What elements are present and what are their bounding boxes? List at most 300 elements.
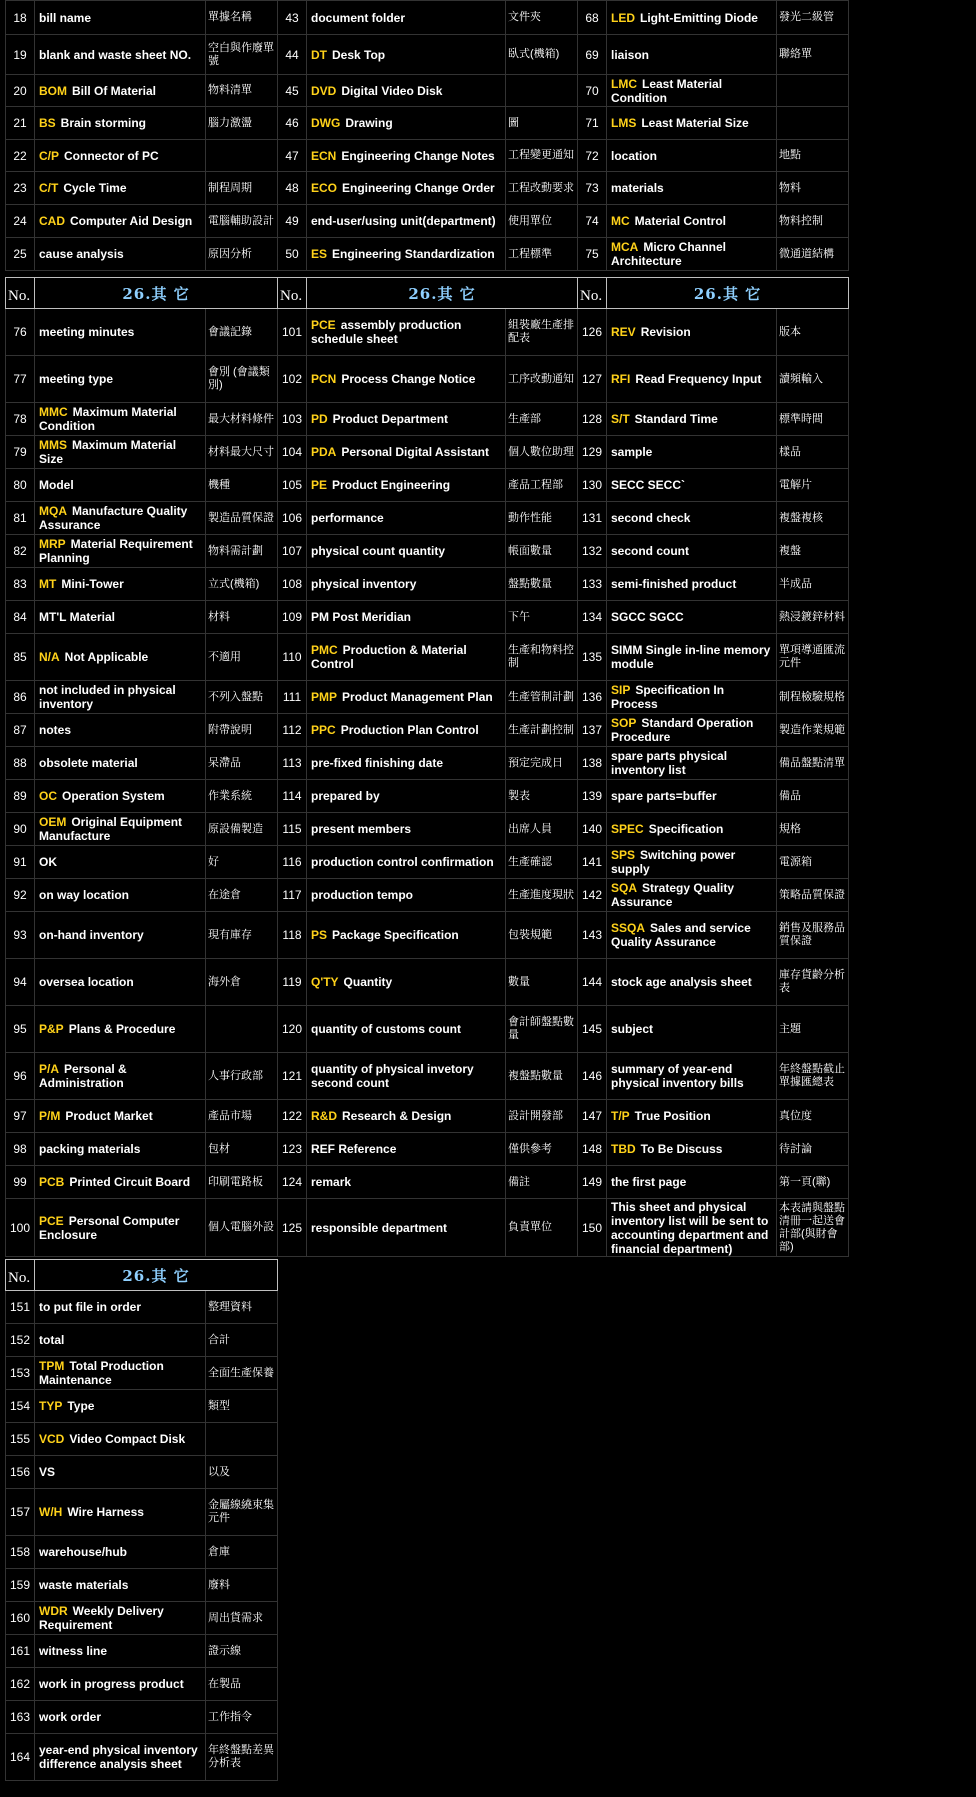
term-chinese: 個人電腦外設 <box>206 1199 278 1257</box>
term-abbreviation: TPM <box>39 1359 65 1373</box>
term-number: 84 <box>6 601 35 634</box>
section-header-row <box>578 278 849 309</box>
term-english <box>35 1602 206 1635</box>
term-english-text: materials <box>611 181 664 195</box>
term-number: 107 <box>278 535 307 568</box>
term-number: 149 <box>578 1166 607 1199</box>
term-abbreviation: MT <box>39 577 57 591</box>
term-english <box>307 959 506 1006</box>
term-english <box>607 1053 777 1100</box>
term-english-text: cause analysis <box>39 247 124 261</box>
term-english <box>307 879 506 912</box>
term-english <box>607 634 777 681</box>
term-english-text: on way location <box>39 888 130 902</box>
glossary-row <box>578 879 849 912</box>
term-number: 153 <box>6 1357 35 1390</box>
term-number: 119 <box>278 959 307 1006</box>
term-chinese: 材料 <box>206 601 278 634</box>
term-english <box>607 436 777 469</box>
term-chinese <box>506 75 578 107</box>
term-chinese: 電源箱 <box>777 846 849 879</box>
term-english-text: Personal Computer Enclosure <box>39 1213 180 1242</box>
term-chinese: 工序改動通知 <box>506 356 578 403</box>
term-number: 164 <box>6 1734 35 1781</box>
term-number: 129 <box>578 436 607 469</box>
term-english <box>307 912 506 959</box>
term-english-text: Personal & Administration <box>39 1062 127 1090</box>
glossary-table-top-col2 <box>277 0 578 271</box>
term-abbreviation: OC <box>39 789 57 803</box>
term-chinese: 庫存貨齡分析表 <box>777 959 849 1006</box>
term-english <box>35 1536 206 1569</box>
term-number: 91 <box>6 846 35 879</box>
term-english-text: Personal Digital Assistant <box>341 445 489 459</box>
term-english-text: on-hand inventory <box>39 928 144 942</box>
term-chinese: 發光二級管 <box>777 1 849 35</box>
glossary-table-bottom-col1 <box>5 1259 278 1781</box>
section-header-row <box>6 278 278 309</box>
term-abbreviation: SSQA <box>611 921 646 935</box>
term-english-text: Digital Video Disk <box>341 83 443 98</box>
term-english-text: remark <box>311 1175 352 1189</box>
glossary-row <box>6 1006 278 1053</box>
term-chinese: 證示線 <box>206 1635 278 1668</box>
term-abbreviation: VCD <box>39 1432 65 1446</box>
term-chinese: 策略品質保證 <box>777 879 849 912</box>
glossary-row <box>578 1006 849 1053</box>
term-english-text: Bill Of Material <box>72 83 157 98</box>
term-abbreviation: SIP <box>611 683 631 697</box>
term-chinese: 好 <box>206 846 278 879</box>
term-abbreviation: LED <box>611 10 635 25</box>
term-chinese: 全面生產保養 <box>206 1357 278 1390</box>
term-chinese: 生產計劃控制 <box>506 714 578 747</box>
term-english-text: spare parts=buffer <box>611 789 717 803</box>
term-number: 83 <box>6 568 35 601</box>
term-english <box>35 568 206 601</box>
term-english <box>307 502 506 535</box>
term-abbreviation: MMC <box>39 405 68 419</box>
term-english-text: Process Change Notice <box>341 372 476 386</box>
term-chinese: 設計開發部 <box>506 1100 578 1133</box>
term-english <box>607 959 777 1006</box>
term-number: 100 <box>6 1199 35 1257</box>
term-abbreviation: Q'TY <box>311 975 339 989</box>
glossary-row <box>278 780 578 813</box>
term-abbreviation: ES <box>311 247 328 261</box>
term-chinese: 工程標準 <box>506 238 578 271</box>
term-number: 98 <box>6 1133 35 1166</box>
term-number: 71 <box>578 107 607 140</box>
term-number: 114 <box>278 780 307 813</box>
term-english <box>35 1456 206 1489</box>
term-english <box>35 436 206 469</box>
glossary-row <box>6 1602 278 1635</box>
term-abbreviation: WDR <box>39 1604 68 1618</box>
section-title: 26.其 它 <box>307 278 578 309</box>
term-chinese: 規格 <box>777 813 849 846</box>
term-number: 74 <box>578 205 607 238</box>
term-english-text: Product Market <box>65 1109 153 1123</box>
term-english-text: Material Requirement Planning <box>39 537 193 565</box>
term-number: 121 <box>278 1053 307 1100</box>
glossary-row <box>6 1668 278 1701</box>
term-english <box>35 1423 206 1456</box>
term-english-text: Mini-Tower <box>61 577 124 591</box>
term-english-text: Least Material Size <box>641 116 749 130</box>
term-abbreviation: PMC <box>311 643 338 657</box>
glossary-row <box>578 107 849 140</box>
glossary-row <box>6 238 278 271</box>
term-chinese: 物料 <box>777 172 849 205</box>
glossary-row <box>278 107 578 140</box>
term-english <box>307 1 506 35</box>
term-english <box>607 912 777 959</box>
term-english <box>35 1357 206 1390</box>
term-number: 162 <box>6 1668 35 1701</box>
glossary-row <box>578 780 849 813</box>
glossary-row <box>278 879 578 912</box>
glossary-row <box>278 140 578 172</box>
term-number: 117 <box>278 879 307 912</box>
glossary-row <box>6 1635 278 1668</box>
term-english-text: stock age analysis sheet <box>611 975 752 989</box>
term-number: 69 <box>578 35 607 75</box>
term-abbreviation: DVD <box>311 83 337 98</box>
term-english <box>307 469 506 502</box>
term-chinese: 真位度 <box>777 1100 849 1133</box>
term-english-text: blank and waste sheet NO. <box>39 47 192 62</box>
term-english-text: work order <box>39 1710 102 1724</box>
term-abbreviation: C/P <box>39 148 60 163</box>
term-english-text: Desk Top <box>332 47 386 62</box>
term-number: 94 <box>6 959 35 1006</box>
glossary-row <box>278 568 578 601</box>
term-english <box>35 1291 206 1324</box>
term-chinese: 製表 <box>506 780 578 813</box>
term-english <box>307 1199 506 1257</box>
glossary-row <box>578 1133 849 1166</box>
term-english-text: end-user/using unit(department) <box>311 214 496 228</box>
term-chinese: 熱浸鍍鋅材料 <box>777 601 849 634</box>
term-english-text: Specification In Process <box>611 683 725 711</box>
term-english-text: Maximum Material Size <box>39 438 177 466</box>
term-number: 20 <box>6 75 35 107</box>
term-number: 90 <box>6 813 35 846</box>
term-english-text: total <box>39 1333 65 1347</box>
term-english-text: to put file in order <box>39 1300 141 1314</box>
term-english-text: Research & Design <box>342 1109 452 1123</box>
term-english-text: semi-finished product <box>611 577 737 591</box>
term-number: 140 <box>578 813 607 846</box>
term-english <box>307 535 506 568</box>
glossary-row <box>6 1291 278 1324</box>
term-english-text: SIMM Single in-line memory module <box>611 643 771 671</box>
term-abbreviation: OEM <box>39 815 67 829</box>
term-english-text: Switching power supply <box>611 848 736 876</box>
term-number: 112 <box>278 714 307 747</box>
glossary-row <box>6 1423 278 1456</box>
term-english-text: Video Compact Disk <box>69 1432 186 1446</box>
term-english <box>307 309 506 356</box>
term-chinese: 版本 <box>777 309 849 356</box>
glossary-row <box>6 959 278 1006</box>
term-number: 122 <box>278 1100 307 1133</box>
term-chinese: 機種 <box>206 469 278 502</box>
term-abbreviation: TYP <box>39 1399 63 1413</box>
term-number: 145 <box>578 1006 607 1053</box>
term-number: 146 <box>578 1053 607 1100</box>
section-title: 26.其 它 <box>607 278 849 309</box>
term-number: 95 <box>6 1006 35 1053</box>
term-chinese: 文件夾 <box>506 1 578 35</box>
term-number: 141 <box>578 846 607 879</box>
term-abbreviation: MCA <box>611 240 639 254</box>
glossary-row <box>6 107 278 140</box>
term-number: 159 <box>6 1569 35 1602</box>
term-english-text: present members <box>311 822 412 836</box>
term-abbreviation: MRP <box>39 537 66 551</box>
term-english <box>307 1053 506 1100</box>
term-chinese: 複盤點數量 <box>506 1053 578 1100</box>
term-english-text: Plans & Procedure <box>68 1022 176 1036</box>
term-number: 106 <box>278 502 307 535</box>
term-english <box>35 502 206 535</box>
glossary-row <box>6 535 278 568</box>
term-number: 23 <box>6 172 35 205</box>
term-english <box>35 535 206 568</box>
glossary-row <box>578 172 849 205</box>
term-number: 131 <box>578 502 607 535</box>
glossary-row <box>6 1390 278 1423</box>
glossary-row <box>278 846 578 879</box>
glossary-row <box>278 205 578 238</box>
glossary-row <box>6 1053 278 1100</box>
term-number: 116 <box>278 846 307 879</box>
term-english-text: sample <box>611 445 653 459</box>
term-english <box>35 1734 206 1781</box>
glossary-row <box>578 681 849 714</box>
term-number: 136 <box>578 681 607 714</box>
term-chinese: 生產確認 <box>506 846 578 879</box>
term-number: 120 <box>278 1006 307 1053</box>
term-english <box>307 75 506 107</box>
term-english <box>35 681 206 714</box>
term-english <box>35 1635 206 1668</box>
term-english-text: Not Applicable <box>64 650 149 664</box>
term-english <box>607 568 777 601</box>
term-chinese: 包材 <box>206 1133 278 1166</box>
term-english-text: Total Production Maintenance <box>39 1359 164 1387</box>
term-abbreviation: N/A <box>39 650 60 664</box>
term-number: 79 <box>6 436 35 469</box>
term-number: 155 <box>6 1423 35 1456</box>
section-title: 26.其 它 <box>35 278 278 309</box>
term-abbreviation: MQA <box>39 504 67 518</box>
term-english <box>35 35 206 75</box>
term-english <box>35 1668 206 1701</box>
term-abbreviation: P/M <box>39 1109 61 1123</box>
term-chinese: 物料清單 <box>206 75 278 107</box>
glossary-row <box>6 140 278 172</box>
term-english <box>35 1 206 35</box>
glossary-row <box>578 238 849 271</box>
term-number: 24 <box>6 205 35 238</box>
term-abbreviation: T/P <box>611 1109 630 1123</box>
term-chinese: 工作指令 <box>206 1701 278 1734</box>
term-english-text: Material Control <box>634 214 727 228</box>
column-header-no: No. <box>578 278 607 309</box>
term-chinese: 工程變更通知 <box>506 140 578 172</box>
glossary-row <box>278 309 578 356</box>
glossary-row <box>6 634 278 681</box>
term-english <box>607 140 777 172</box>
glossary-row <box>6 309 278 356</box>
term-abbreviation: W/H <box>39 1505 63 1519</box>
term-chinese: 物料控制 <box>777 205 849 238</box>
term-number: 132 <box>578 535 607 568</box>
term-number: 113 <box>278 747 307 780</box>
term-number: 50 <box>278 238 307 271</box>
term-number: 143 <box>578 912 607 959</box>
term-english <box>35 469 206 502</box>
glossary-row <box>578 1166 849 1199</box>
term-english-text: waste materials <box>39 1578 129 1592</box>
term-english-text: Maximum Material Condition <box>39 405 177 433</box>
term-number: 154 <box>6 1390 35 1423</box>
column-header-no: No. <box>278 278 307 309</box>
term-english-text: production control confirmation <box>311 855 494 869</box>
term-chinese: 會議記錄 <box>206 309 278 356</box>
glossary-row <box>6 356 278 403</box>
term-abbreviation: PCN <box>311 372 337 386</box>
term-english-text: the first page <box>611 1175 687 1189</box>
glossary-table-mid-col2 <box>277 277 578 1257</box>
term-english <box>307 1100 506 1133</box>
glossary-row <box>6 1701 278 1734</box>
term-number: 158 <box>6 1536 35 1569</box>
term-chinese: 複盤 <box>777 535 849 568</box>
term-number: 81 <box>6 502 35 535</box>
term-chinese: 制程檢驗規格 <box>777 681 849 714</box>
term-english-text: performance <box>311 511 384 525</box>
term-english <box>307 238 506 271</box>
term-number: 124 <box>278 1166 307 1199</box>
term-chinese: 產品工程部 <box>506 469 578 502</box>
term-english <box>307 1006 506 1053</box>
glossary-row <box>578 912 849 959</box>
glossary-row <box>6 1 278 35</box>
term-english <box>35 747 206 780</box>
term-chinese: 第一頁(聯) <box>777 1166 849 1199</box>
term-chinese: 空白與作廢單號 <box>206 35 278 75</box>
term-number: 96 <box>6 1053 35 1100</box>
term-abbreviation: PS <box>311 928 328 942</box>
term-abbreviation: ECN <box>311 148 337 163</box>
glossary-row <box>278 1133 578 1166</box>
term-abbreviation: REV <box>611 325 636 339</box>
glossary-row <box>6 469 278 502</box>
glossary-row <box>278 1006 578 1053</box>
term-chinese: 物料需計劃 <box>206 535 278 568</box>
term-number: 89 <box>6 780 35 813</box>
term-chinese: 待討論 <box>777 1133 849 1166</box>
term-abbreviation: PDA <box>311 445 337 459</box>
term-english-text: meeting type <box>39 372 114 386</box>
term-abbreviation: BOM <box>39 83 67 98</box>
term-number: 109 <box>278 601 307 634</box>
term-english <box>607 879 777 912</box>
term-chinese: 備註 <box>506 1166 578 1199</box>
glossary-row <box>6 1166 278 1199</box>
term-abbreviation: LMS <box>611 116 637 130</box>
term-chinese: 合計 <box>206 1324 278 1357</box>
term-chinese: 整理資料 <box>206 1291 278 1324</box>
term-number: 139 <box>578 780 607 813</box>
glossary-row <box>278 813 578 846</box>
term-chinese: 不列入盤點 <box>206 681 278 714</box>
glossary-row <box>6 75 278 107</box>
term-number: 111 <box>278 681 307 714</box>
glossary-row <box>578 356 849 403</box>
glossary-row <box>278 601 578 634</box>
term-chinese: 複盤複核 <box>777 502 849 535</box>
term-number: 87 <box>6 714 35 747</box>
term-chinese: 預定完成日 <box>506 747 578 780</box>
term-number: 45 <box>278 75 307 107</box>
term-english <box>307 140 506 172</box>
glossary-row <box>578 535 849 568</box>
term-number: 75 <box>578 238 607 271</box>
term-english-text: document folder <box>311 10 406 25</box>
column-header-no: No. <box>6 278 35 309</box>
term-abbreviation: SOP <box>611 716 637 730</box>
glossary-row <box>6 714 278 747</box>
glossary-row <box>6 780 278 813</box>
glossary-row <box>278 436 578 469</box>
term-english <box>35 879 206 912</box>
term-chinese: 單項導通匯流元件 <box>777 634 849 681</box>
term-abbreviation: S/T <box>611 412 630 426</box>
glossary-row <box>278 1 578 35</box>
term-number: 22 <box>6 140 35 172</box>
glossary-row <box>6 1100 278 1133</box>
term-english <box>35 205 206 238</box>
term-english-text: REF Reference <box>311 1142 397 1156</box>
term-number: 70 <box>578 75 607 107</box>
term-chinese: 主題 <box>777 1006 849 1053</box>
term-number: 144 <box>578 959 607 1006</box>
glossary-row <box>6 846 278 879</box>
glossary-row <box>578 1 849 35</box>
term-number: 105 <box>278 469 307 502</box>
glossary-row <box>578 205 849 238</box>
term-english-text: spare parts physical inventory list <box>611 749 728 777</box>
term-chinese: 海外倉 <box>206 959 278 1006</box>
term-english-text: quantity of customs count <box>311 1022 461 1036</box>
term-chinese: 原因分析 <box>206 238 278 271</box>
term-english-text: Model <box>39 478 74 492</box>
term-english <box>307 205 506 238</box>
term-abbreviation: ECO <box>311 181 338 195</box>
term-english-text: Engineering Change Order <box>342 181 495 195</box>
term-english <box>35 107 206 140</box>
term-number: 46 <box>278 107 307 140</box>
term-abbreviation: MC <box>611 214 630 228</box>
term-english-text: SECC SECC` <box>611 478 686 492</box>
term-english <box>35 1324 206 1357</box>
term-english <box>607 238 777 271</box>
